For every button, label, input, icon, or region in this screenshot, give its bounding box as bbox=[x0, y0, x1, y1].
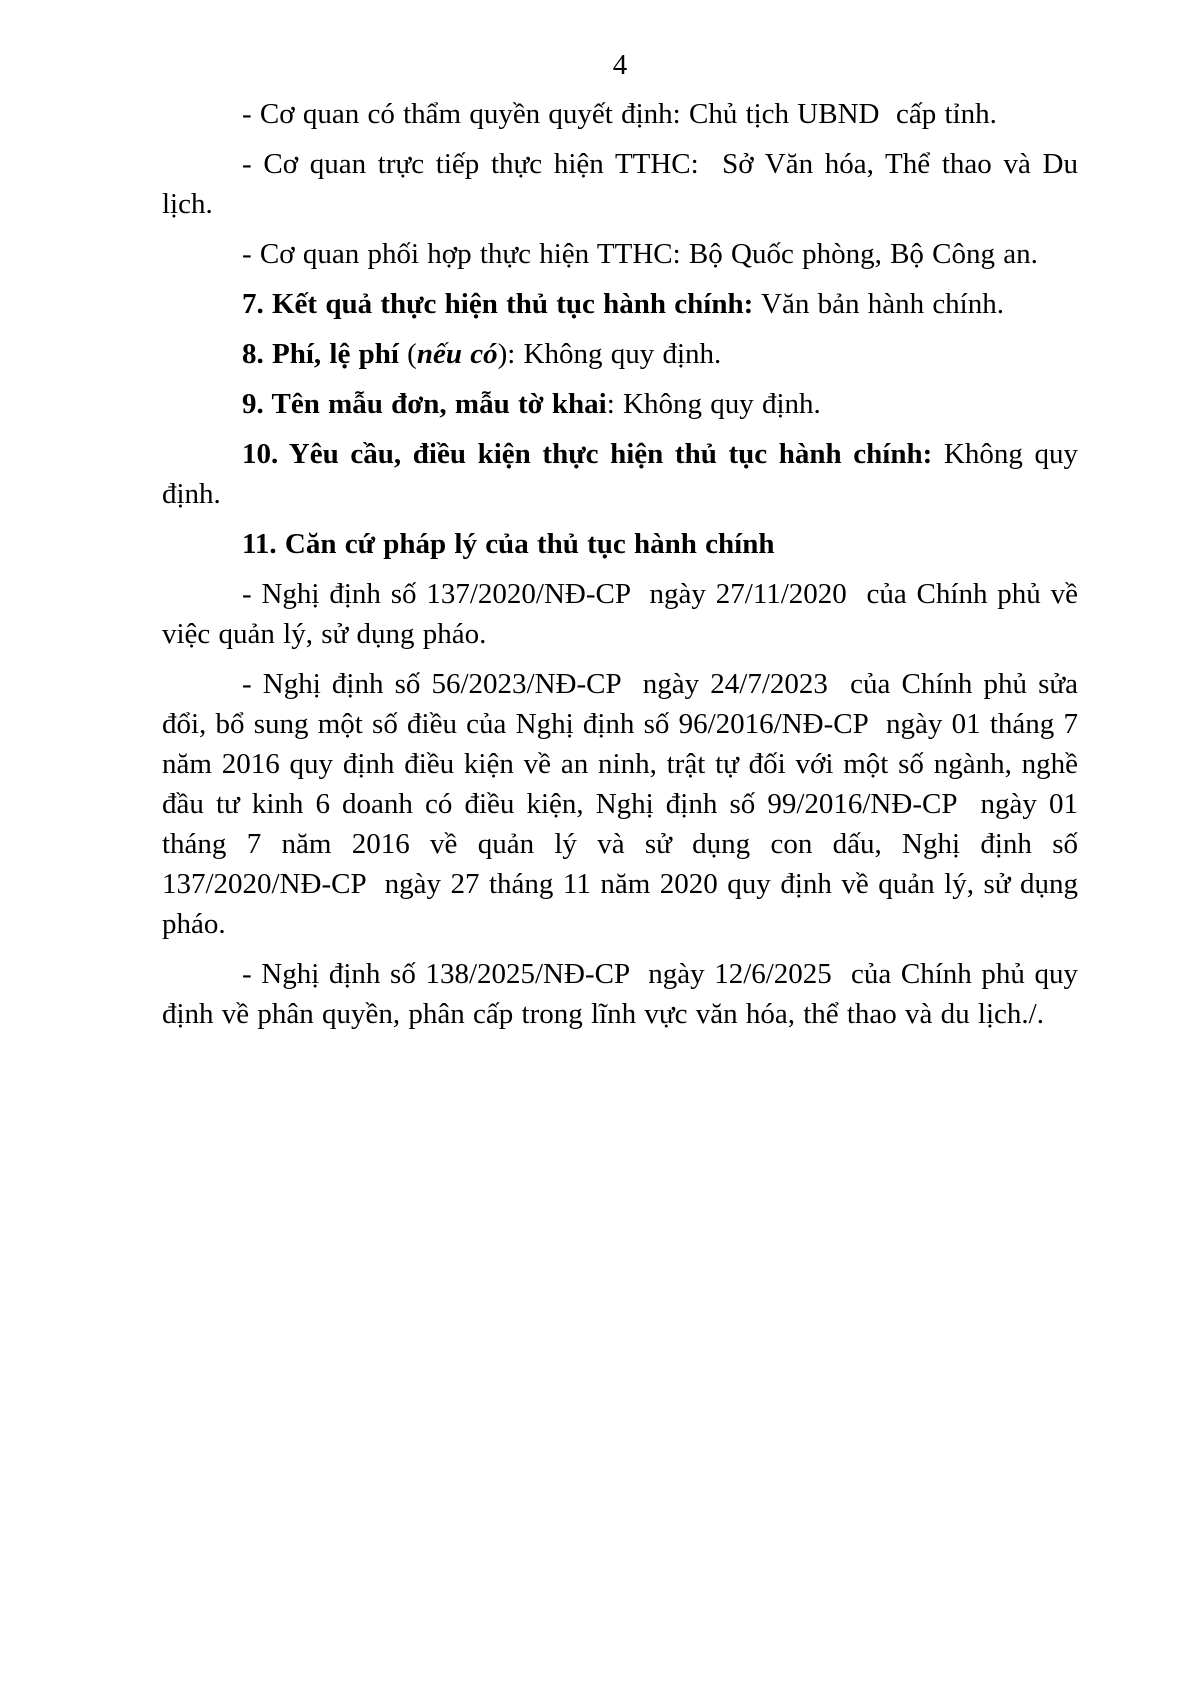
paragraph-9 bbox=[162, 574, 1087, 654]
text-run: Văn bản hành chính. bbox=[753, 288, 1004, 320]
paragraph-6 bbox=[162, 384, 1078, 424]
text-run: 11. Căn cứ pháp lý của thủ tục hành chính bbox=[242, 528, 775, 560]
document-body bbox=[162, 94, 1087, 1034]
text-run: ): Không quy định. bbox=[497, 338, 722, 370]
text-run: : Không quy định. bbox=[606, 388, 821, 420]
text-run: - Nghị định số 138/2025/NĐ-CP ngày 12/6/2025 của Chính phủ quy định về phân quyền, phân cấp trong lĩnh vực văn hóa, thể thao và du lịch./. bbox=[162, 958, 1087, 1030]
text-run: ( bbox=[407, 338, 417, 370]
text-run: 8. Phí, lệ phí bbox=[242, 338, 408, 370]
paragraph-2 bbox=[162, 144, 1087, 224]
text-run: - Nghị định số 137/2020/NĐ-CP ngày 27/11/2020 của Chính phủ về việc quản lý, sử dụng pháo. bbox=[162, 578, 1087, 650]
text-run: - Nghị định số 56/2023/NĐ-CP ngày 24/7/2023 của Chính phủ sửa đổi, bổ sung một số điều của Nghị định số 96/2016/NĐ-CP ngày 01 tháng 7 năm 2016 quy định điều kiện về an ninh, trật tự đối với một số ngành, nghề đầu tư kinh 6 doanh có điều kiện, Nghị định số 99/2016/NĐ-CP ngày 01 tháng 7 năm 2016 về quản lý và sử dụng con dấu, Nghị định số 137/2020/NĐ-CP ngày 27 tháng 11 năm 2020 quy định về quản lý, sử dụng pháo. bbox=[162, 668, 1087, 940]
text-run: nếu có bbox=[416, 338, 498, 370]
paragraph-7 bbox=[162, 434, 1087, 514]
paragraph-8 bbox=[162, 524, 1078, 564]
text-run: - Cơ quan trực tiếp thực hiện TTHC: Sở Văn hóa, Thể thao và Du lịch. bbox=[162, 148, 1087, 220]
paragraph-11 bbox=[162, 954, 1087, 1034]
page-number: 4 bbox=[612, 49, 628, 81]
paragraph-3 bbox=[162, 234, 1078, 274]
paragraph-5 bbox=[162, 334, 1078, 374]
text-run: Không quy định. bbox=[162, 438, 1087, 510]
text-run: 9. Tên mẫu đơn, mẫu tờ khai bbox=[242, 388, 607, 420]
text-run: 10. Yêu cầu, điều kiện thực hiện thủ tục hành chính: bbox=[242, 438, 933, 470]
text-run: 7. Kết quả thực hiện thủ tục hành chính: bbox=[242, 288, 754, 320]
text-run: - Cơ quan có thẩm quyền quyết định: Chủ tịch UBND cấp tỉnh. bbox=[242, 98, 997, 130]
paragraph-10 bbox=[162, 664, 1087, 944]
paragraph-4 bbox=[162, 284, 1078, 324]
paragraph-1 bbox=[162, 94, 1078, 134]
text-run: - Cơ quan phối hợp thực hiện TTHC: Bộ Quốc phòng, Bộ Công an. bbox=[242, 238, 1038, 270]
